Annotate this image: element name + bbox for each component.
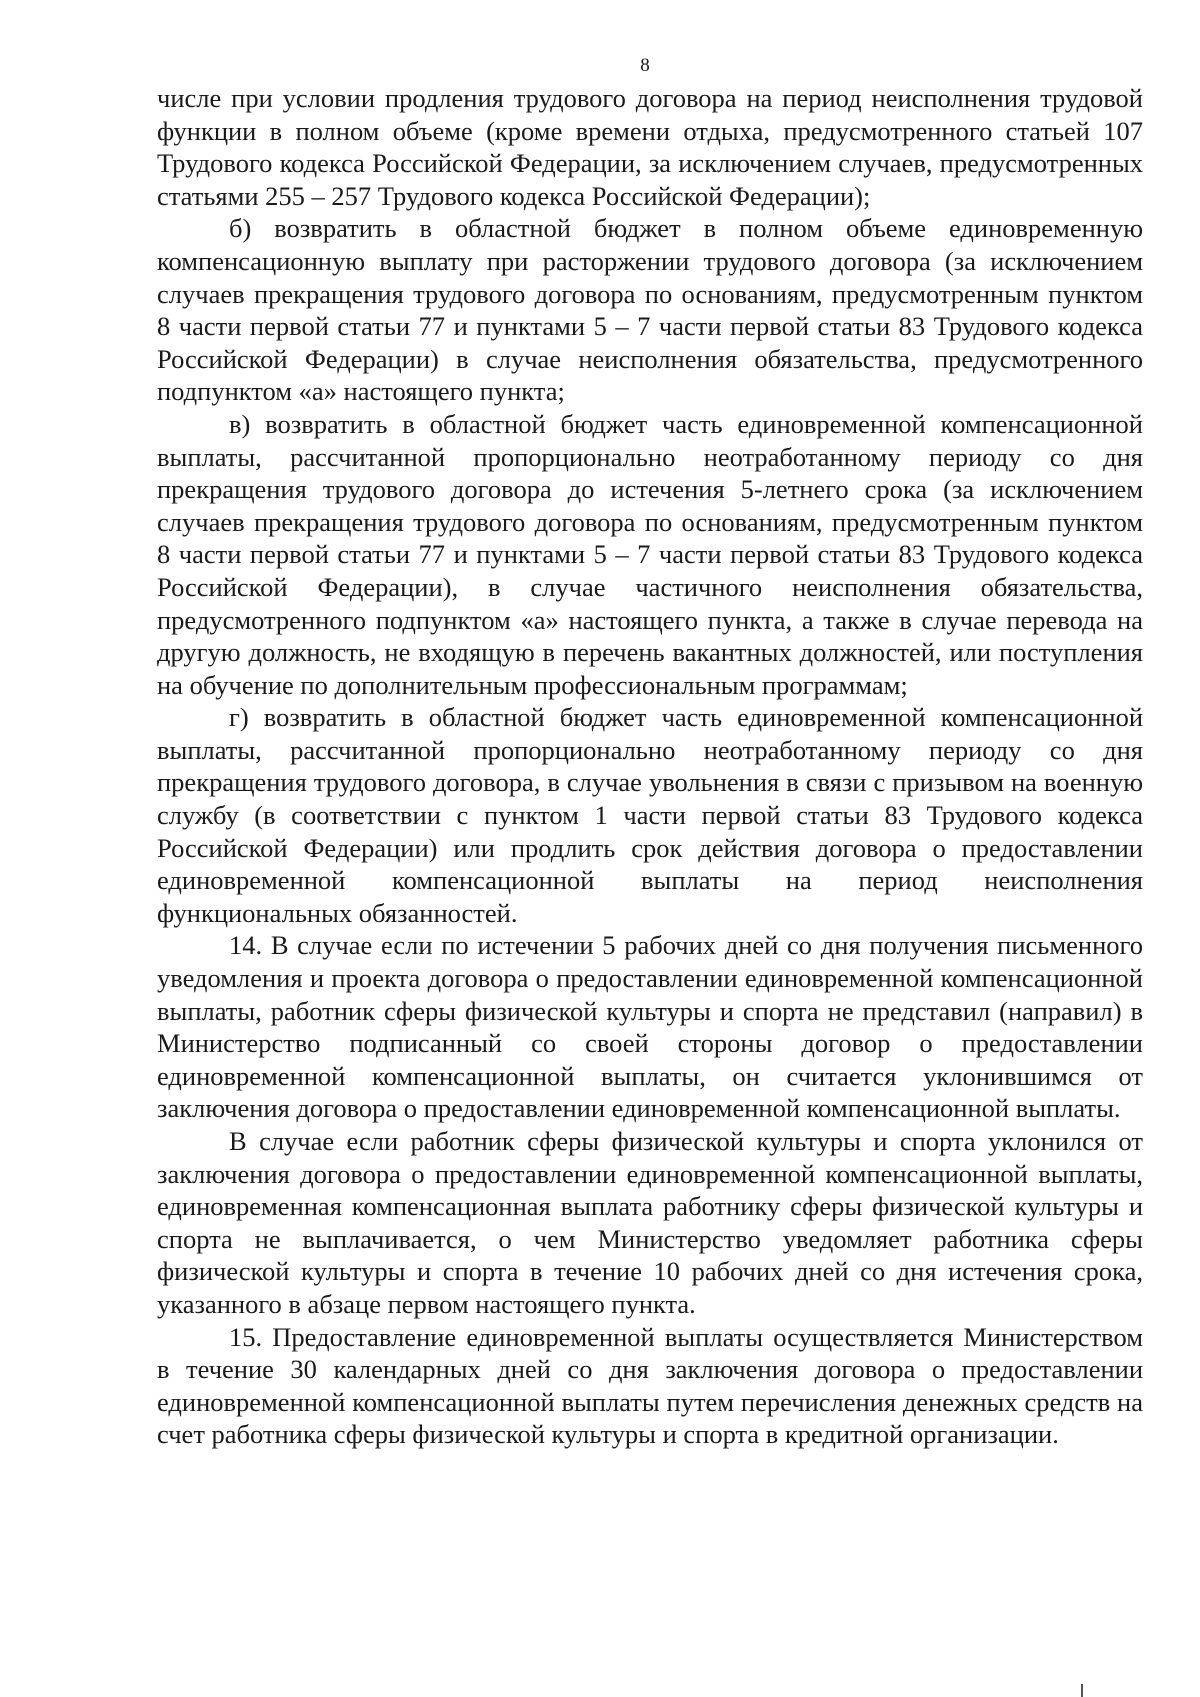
paragraph-subitem-v: в) возвратить в областной бюджет часть единовременной компенсационной выплаты, рассчитанной пропорционально неотработанному периоду со дня прекращения трудового договора до истечения 5-летнего срока (за исключением случаев прекращения трудового договора по основаниям, предусмотренным пунктом 8 части первой статьи 77 и пунктами 5 – 7 части первой статьи 83 Трудового кодекса Российской Федерации), в случае частичного неисполнения обязательства, предусмотренного подпунктом «а» настоящего пункта, а также в случае перевода на другую должность, не входящую в перечень вакантных должностей, или поступления на обучение по дополнительным профессиональным программам; [157, 408, 1143, 700]
paragraph-item-14-second: В случае если работник сферы физической культуры и спорта уклонился от заключения договора о предоставлении единовременной компенсационной выплаты, единовременная компенсационная выплата работнику сферы физической культуры и спорта не выплачивается, о чем Министерство уведомляет работника сферы физической культуры и спорта в течение 10 рабочих дней со дня истечения срока, указанного в абзаце первом настоящего пункта. [157, 1126, 1143, 1319]
paragraph-subitem-g: г) возвратить в областной бюджет часть единовременной компенсационной выплаты, рассчитанной пропорционально неотработанному периоду со дня прекращения трудового договора, в случае увольнения в связи с призывом на военную службу (в соответствии с пунктом 1 части первой статьи 83 Трудового кодекса Российской Федерации) или продлить срок действия договора о предоставлении единовременной компенсационной выплаты на период неисполнения функциональных обязанностей. [157, 702, 1143, 928]
paragraph-item-14: 14. В случае если по истечении 5 рабочих дней со дня получения письменного уведомления и проекта договора о предоставлении единовременной компенсационной выплаты, работник сферы физической культуры и спорта не представил (направил) в Министерство подписанный со своей стороны договор о предоставлении единовременной компенсационной выплаты, он считается уклонившимся от заключения договора о предоставлении единовременной компенсационной выплаты. [157, 930, 1143, 1124]
paragraph-subitem-b: б) возвратить в областной бюджет в полном объеме единовременную компенсационную выплату при расторжении трудового договора (за исключением случаев прекращения трудового договора по основаниям, предусмотренным пунктом 8 части первой статьи 77 и пунктами 5 – 7 части первой статьи 83 Трудового кодекса Российской Федерации) в случае неисполнения обязательства, предусмотренного подпунктом «а» настоящего пункта; [157, 213, 1143, 407]
paragraph-continuation: числе при условии продления трудового договора на период неисполнения трудовой функции в полном объеме (кроме времени отдыха, предусмотренного статьей 107 Трудового кодекса Российской Федерации, за исключением случаев, предусмотренных статьями 255 – 257 Трудового кодекса Российской Федерации); [157, 83, 1143, 211]
page-number: 8 [640, 55, 650, 76]
paragraph-item-15: 15. Предоставление единовременной выплаты осуществляется Министерством в течение 30 календарных дней со дня заключения договора о предоставлении единовременной компенсационной выплаты путем перечисления денежных средств на счет работника сферы физической культуры и спорта в кредитной организации. [157, 1321, 1143, 1450]
scan-mark [1081, 1684, 1083, 1697]
document-body [157, 82, 1143, 1451]
